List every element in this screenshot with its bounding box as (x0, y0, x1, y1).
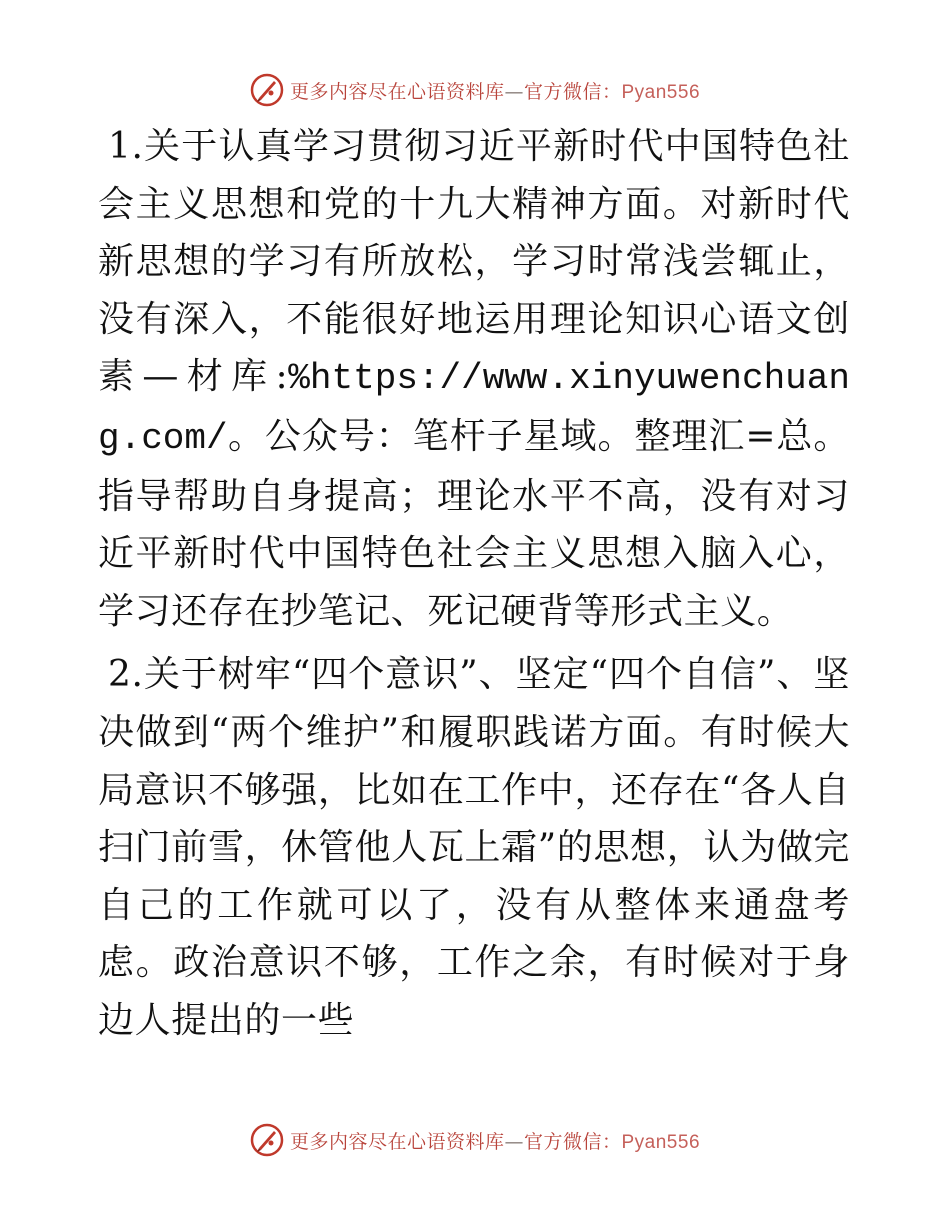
document-body (98, 118, 850, 1056)
banner-account-label: 官方微信： (523, 1130, 622, 1153)
banner-title: 更多内容尽在心语资料库 (289, 1130, 505, 1153)
banner-separator: — (504, 1130, 524, 1153)
paragraph-1-text-a: 1.关于认真学习贯彻习近平新时代中国特色社会主义思想和党的十九大精神方面。对新时代新思想的学习有所放松，学习时常浅尝辄止，没有深入，不能很好地运用理论知识心语文创素—材库: (98, 126, 850, 398)
banner-account-id: Pyan556 (621, 1131, 701, 1153)
footer-banner (0, 1120, 950, 1160)
banner-account-label: 官方微信： (523, 80, 622, 103)
header-banner (0, 70, 950, 110)
paragraph-2: 2.关于树牢“四个意识”、坚定“四个自信”、坚决做到“两个维护”和履职践诺方面。有时候大局意识不够强，比如在工作中，还存在“各人自扫门前雪，休管他人瓦上霜”的思想，认为做完自己的工作就可以了，没有从整体来通盘考虑。政治意识不够，工作之余，有时候对于身边人提出的一些 (98, 654, 850, 1041)
paragraph-1 (98, 118, 850, 640)
paragraph-1-url: %https://www.xinyuwenchuang.com/ (98, 358, 850, 459)
quill-pen-logo-icon (250, 1123, 284, 1157)
paragraph-1-text-b: 。公众号：笔杆子星域。整理汇=总。指导帮助自身提高；理论水平不高，没有对习近平新时代中国特色社会主义思想入脑入心，学习还存在抄笔记、死记硬背等形式主义。 (98, 415, 850, 632)
banner-text (290, 1127, 700, 1154)
banner-text (290, 77, 700, 104)
banner-title: 更多内容尽在心语资料库 (289, 80, 505, 103)
banner-account-id: Pyan556 (621, 81, 701, 103)
banner-separator: — (504, 80, 524, 103)
quill-pen-logo-icon (250, 73, 284, 107)
